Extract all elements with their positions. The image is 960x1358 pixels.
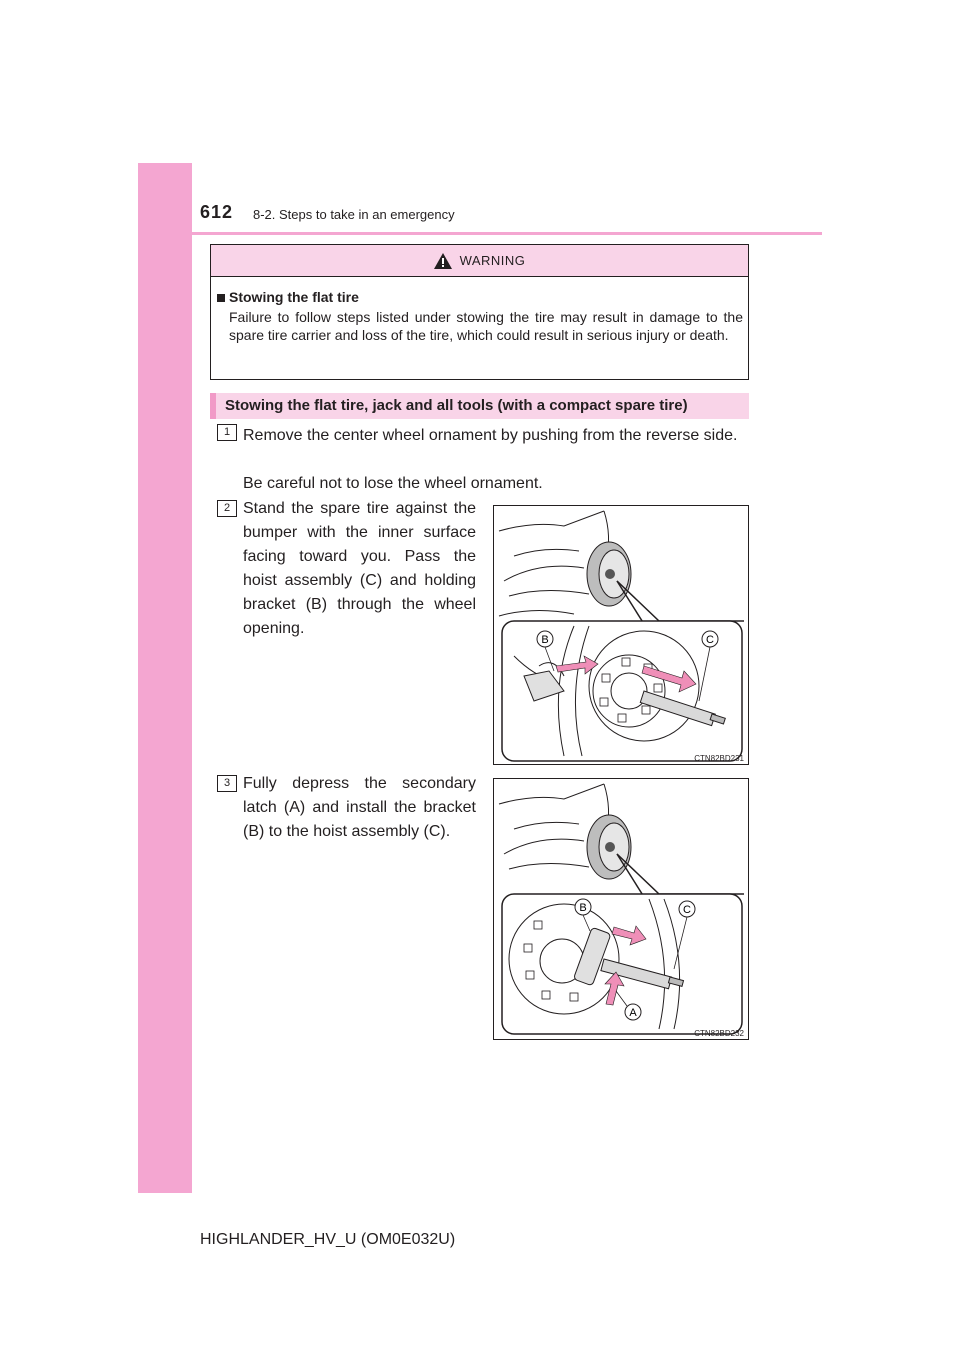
step-number-2: 2 [217, 500, 237, 517]
label-c: C [706, 634, 714, 646]
label-a: A [629, 1007, 637, 1019]
step-3-text: Fully depress the secondary latch (A) and install the bracket (B) to the hoist assembly (C). [243, 775, 476, 840]
header-rule [192, 232, 822, 235]
figure-code: CTN82BD231 [694, 754, 744, 763]
subsection-header [210, 393, 749, 419]
section-title: 8-2. Steps to take in an emergency [253, 207, 455, 222]
warning-subtitle: Stowing the flat tire [217, 289, 359, 305]
wheel-bracket-illustration [494, 506, 749, 765]
page-number: 612 [200, 202, 234, 222]
step-number-1: 1 [217, 424, 237, 441]
warning-icon [434, 253, 452, 269]
step-2-text: Stand the spare tire against the bumper with the inner surface facing toward you. Pass the hoist assembly (C) and holding bracket (B) through the wheel opening. [243, 500, 476, 637]
step-1-note: Be careful not to lose the wheel ornament. [243, 475, 543, 492]
warning-header [211, 245, 748, 277]
warning-label: WARNING [459, 253, 526, 268]
warning-box [210, 244, 749, 380]
sidebar-tab [138, 163, 192, 1193]
label-c: C [683, 904, 691, 916]
step-1-text: Remove the center wheel ornament by pushing from the reverse side. [243, 427, 738, 444]
label-b: B [541, 634, 549, 646]
square-bullet-icon [217, 294, 225, 302]
figure-step-3 [493, 778, 749, 1040]
step-number-3: 3 [217, 775, 237, 792]
footer-model-code: HIGHLANDER_HV_U (OM0E032U) [200, 1231, 456, 1248]
warning-text: Failure to follow steps listed under stowing the tire may result in damage to the spare tire carrier and loss of the tire, which could result in serious injury or death. [229, 309, 743, 343]
latch-bracket-illustration [494, 779, 749, 1040]
subsection-title: Stowing the flat tire, jack and all tools (with a compact spare tire) [225, 397, 688, 414]
figure-code: CTN82BD232 [694, 1029, 744, 1038]
figure-step-2 [493, 505, 749, 765]
label-b: B [579, 902, 587, 914]
